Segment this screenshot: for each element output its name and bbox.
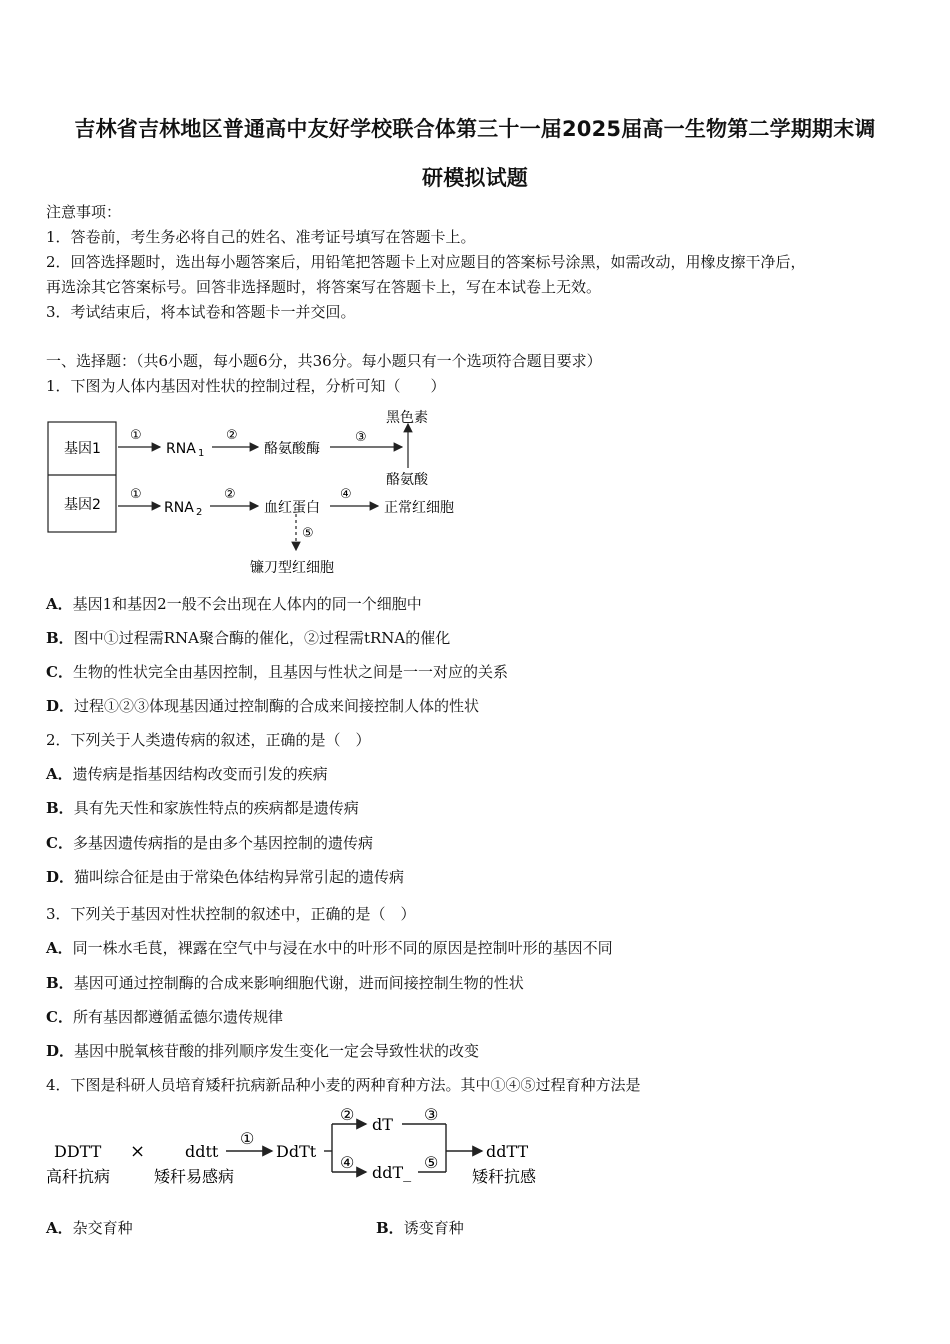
notice-item-1: 1．答卷前，考生务必将自己的姓名、准考证号填写在答题卡上。 (46, 228, 476, 246)
q3-option-a: A．同一株水毛茛，裸露在空气中与浸在水中的叶形不同的原因是控制叶形的基因不同 (46, 939, 613, 957)
normal-rbc-label: 正常红细胞 (384, 500, 454, 516)
q1-option-c: C．生物的性状完全由基因控制，且基因与性状之间是一一对应的关系 (46, 663, 508, 681)
q3-option-b: B．基因可通过控制酶的合成来影响细胞代谢，进而间接控制生物的性状 (46, 974, 524, 992)
rna1-label: RNA (166, 441, 196, 457)
step-5-marker: ⑤ (424, 1153, 439, 1172)
q2-option-d: D．猫叫综合征是由于常染色体结构异常引起的遗传病 (46, 868, 405, 886)
tyrosine-label: 酪氨酸 (386, 472, 428, 488)
q3-option-c: C．所有基因都遵循孟德尔遗传规律 (46, 1008, 283, 1026)
step-2-marker-row1: ② (226, 428, 238, 443)
step-3-marker: ③ (424, 1105, 439, 1124)
notice-item-2: 2．回答选择题时，选出每小题答案后，用铅笔把答题卡上对应题目的答案标号涂黑，如需改动，用橡皮擦干净后， (46, 253, 806, 271)
q2-option-a: A．遗传病是指基因结构改变而引发的疾病 (46, 765, 328, 783)
q1-option-a: A．基因1和基因2一般不会出现在人体内的同一个细胞中 (46, 595, 422, 613)
gene-1-label: 基因1 (64, 441, 101, 457)
parent-1-genotype: DDTT (54, 1142, 102, 1161)
step-2-marker: ② (340, 1105, 355, 1124)
gamete-genotype: dT (372, 1115, 393, 1134)
notice-item-3: 3．考试结束后，将本试卷和答题卡一并交回。 (46, 303, 356, 321)
question-1-stem: 1．下图为人体内基因对性状的控制过程，分析可知（ ） (46, 377, 446, 395)
notice-heading: 注意事项： (46, 203, 122, 221)
question-3-stem: 3．下列关于基因对性状控制的叙述中，正确的是（ ） (46, 905, 416, 923)
notice-item-2-cont: 再选涂其它答案标号。回答非选择题时，将答案写在答题卡上，写在本试卷上无效。 (46, 278, 602, 296)
cross-symbol: × (130, 1141, 146, 1162)
step-3-marker: ③ (355, 430, 367, 445)
q3-option-d: D．基因中脱氧核苷酸的排列顺序发生变化一定会导致性状的改变 (46, 1042, 480, 1060)
result-trait: 矮秆抗感 (472, 1167, 537, 1186)
q2-option-c: C．多基因遗传病指的是由多个基因控制的遗传病 (46, 834, 373, 852)
parent-1-trait: 高秆抗病 (46, 1167, 111, 1186)
breeding-diagram (40, 1100, 560, 1195)
parent-2-genotype: ddtt (185, 1142, 219, 1161)
gene-box (48, 422, 116, 532)
step-2-marker-row2: ② (224, 487, 236, 502)
melanin-label: 黑色素 (386, 410, 428, 426)
gene-control-diagram (40, 400, 480, 580)
q2-option-b: B．具有先天性和家族性特点的疾病都是遗传病 (46, 799, 359, 817)
question-4-stem: 4．下图是科研人员培育矮秆抗病新品种小麦的两种育种方法。其中①④⑤过程育种方法是 (46, 1076, 641, 1094)
q1-option-b: B．图中①过程需RNA聚合酶的催化，②过程需tRNA的催化 (46, 629, 451, 647)
rna2-subscript: 2 (196, 507, 203, 518)
q4-option-a: A．杂交育种 (46, 1219, 133, 1237)
step-4-marker: ④ (340, 487, 352, 502)
sickle-rbc-label: 镰刀型红细胞 (250, 560, 334, 576)
q4-option-b: B．诱变育种 (376, 1219, 464, 1237)
step-1-marker-row2: ① (130, 487, 142, 502)
gene-2-label: 基因2 (64, 497, 101, 513)
plant-genotype: ddT_ (372, 1163, 412, 1182)
step-4-marker: ④ (340, 1153, 355, 1172)
result-genotype: ddTT (486, 1142, 529, 1161)
f1-genotype: DdTt (276, 1142, 317, 1161)
hemoglobin-label: 血红蛋白 (264, 500, 320, 516)
rna1-subscript: 1 (198, 448, 205, 459)
step-1-marker-row1: ① (130, 428, 142, 443)
exam-title-line-2: 研模拟试题 (422, 166, 528, 190)
step-1-marker: ① (240, 1129, 255, 1148)
step-5-marker: ⑤ (302, 526, 314, 541)
tyrosinase-label: 酪氨酸酶 (264, 441, 320, 457)
exam-title-line-1: 吉林省吉林地区普通高中友好学校联合体第三十一届2025届高一生物第二学期期末调 (74, 117, 876, 141)
rna2-label: RNA (164, 500, 194, 516)
parent-2-trait: 矮秆易感病 (154, 1167, 235, 1186)
q1-option-d: D．过程①②③体现基因通过控制酶的合成来间接控制人体的性状 (46, 697, 480, 715)
section-heading: 一、选择题：（共6小题，每小题6分，共36分。每小题只有一个选项符合题目要求） (46, 352, 602, 370)
question-2-stem: 2．下列关于人类遗传病的叙述，正确的是（ ） (46, 731, 371, 749)
